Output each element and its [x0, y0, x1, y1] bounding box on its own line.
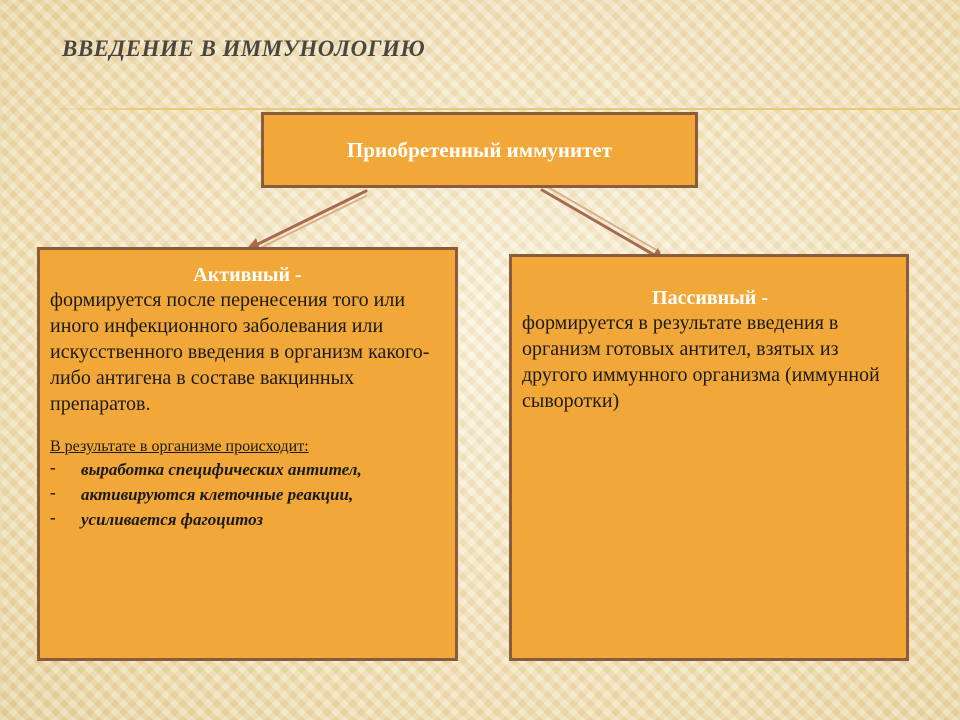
arrow-to-active-highlight — [256, 196, 366, 250]
effect-item — [50, 482, 445, 507]
effect-item — [50, 457, 445, 482]
bullet-dash: - — [50, 458, 56, 477]
passive-immunity-box — [509, 254, 909, 661]
result-label: В результате в организме происходит: — [50, 438, 309, 455]
arrow-to-active — [256, 191, 366, 245]
effect-text: активируются клеточные реакции, — [81, 485, 354, 504]
arrow-to-passive-highlight — [546, 186, 660, 252]
passive-description: формируется в результате введения в организм готовых антител, взятых из другого иммунного организма (иммунной сыворотки) — [522, 312, 880, 412]
passive-heading: Пассивный - — [652, 287, 768, 309]
effect-item — [50, 507, 445, 532]
bullet-dash: - — [50, 483, 56, 502]
active-description: формируется после перенесения того или иного инфекционного заболевания или искусственного введения в организм какого-либо антигена в составе вакцинных препаратов. — [50, 289, 430, 415]
active-heading: Активный - — [193, 264, 302, 286]
acquired-immunity-label: Приобретенный иммунитет — [346, 137, 613, 162]
arrow-to-passive — [542, 190, 656, 256]
acquired-immunity-box — [261, 112, 698, 188]
effect-text: усиливается фагоцитоз — [81, 510, 264, 529]
title-divider — [54, 108, 960, 110]
effect-text: выработка специфических антител, — [81, 460, 362, 479]
effects-list — [50, 457, 445, 532]
active-immunity-box — [37, 247, 458, 661]
bullet-dash: - — [50, 508, 56, 527]
slide-title: ВВЕДЕНИЕ В ИММУНОЛОГИЮ — [62, 36, 426, 61]
